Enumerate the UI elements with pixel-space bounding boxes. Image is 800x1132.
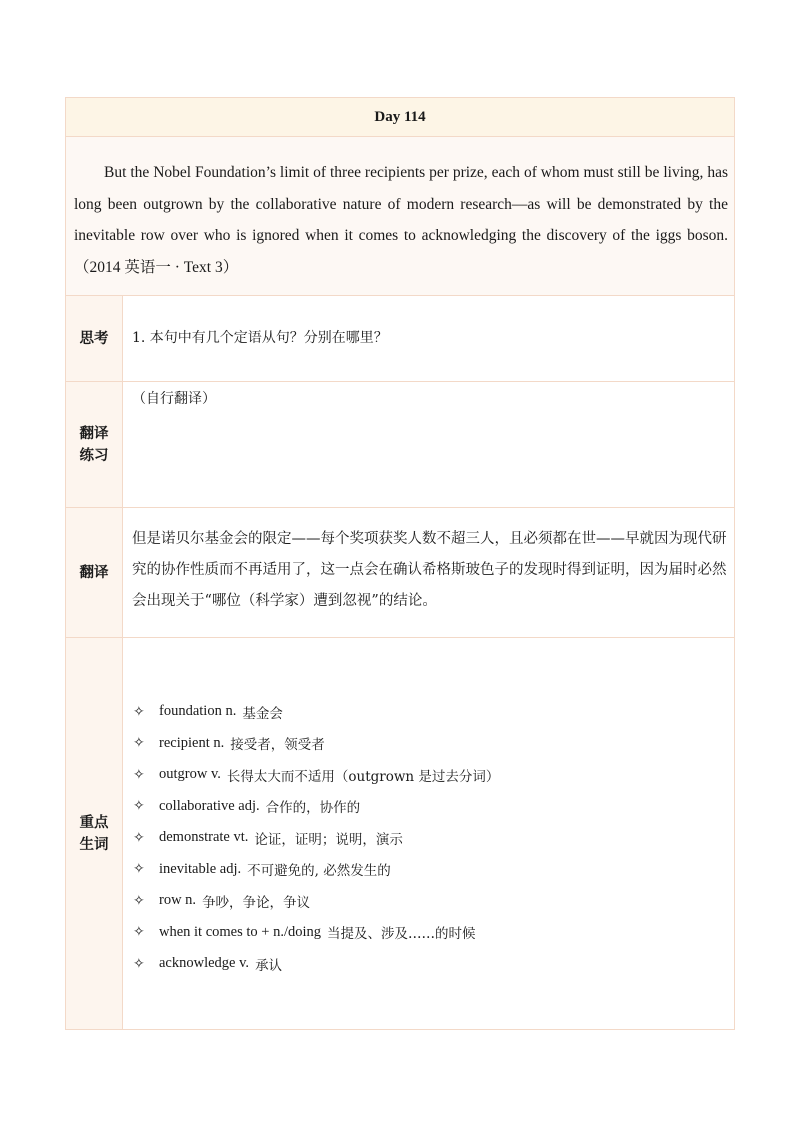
vocab-gloss: 基金会: [242, 705, 283, 722]
think-question: 1. 本句中有几个定语从句？分别在哪里？: [123, 296, 734, 381]
vocab-gloss: 当提及、涉及……的时候: [327, 926, 476, 943]
diamond-bullet-icon: ✧: [133, 829, 145, 846]
vocab-item: [133, 728, 734, 760]
vocab-term: outgrow v.: [159, 766, 221, 783]
vocab-gloss: 长得太大而不适用（outgrown 是过去分词）: [226, 768, 500, 785]
vocab-gloss: 承认: [255, 957, 283, 974]
row-label-vocabulary: 重点生词: [66, 638, 123, 1029]
vocab-gloss: 不可避免的, 必然发生的: [247, 863, 391, 880]
vocab-item: [133, 917, 734, 949]
practice-note: （自行翻译）: [123, 382, 734, 507]
vocab-item: [133, 854, 734, 886]
vocab-item: [133, 822, 734, 854]
day-title: Day 114: [66, 98, 734, 137]
diamond-bullet-icon: ✧: [133, 766, 145, 783]
row-label-practice: 翻译练习: [66, 382, 123, 507]
vocabulary-cell: [123, 638, 734, 1029]
vocabulary-list: [133, 696, 734, 980]
vocab-item: [133, 696, 734, 728]
row-vocabulary: [66, 638, 734, 1029]
translation-text: 但是诺贝尔基金会的限定——每个奖项获奖人数不超三人，且必须都在世——早就因为现代研究的协作性质而不再适用了，这一点会在确认希格斯玻色子的发现时得到证明，因为届时必然会出现关于“哪位（科学家）遭到忽视”的结论。: [123, 508, 734, 637]
study-card-table: [65, 97, 735, 1030]
vocab-term: demonstrate vt.: [159, 829, 249, 846]
vocab-term: inevitable adj.: [159, 860, 242, 877]
source-sentence-box: [66, 137, 734, 296]
vocab-gloss: 争吵，争论，争议: [202, 894, 311, 911]
vocab-item: [133, 948, 734, 980]
vocab-term: acknowledge v.: [159, 955, 250, 972]
vocab-gloss: 论证，证明；说明，演示: [254, 831, 403, 848]
row-practice: [66, 382, 734, 508]
diamond-bullet-icon: ✧: [133, 735, 145, 752]
vocab-gloss: 接受者，领受者: [230, 737, 325, 754]
row-label-translation: 翻译: [66, 508, 123, 637]
vocab-item: [133, 759, 734, 791]
row-label-think: 思考: [66, 296, 123, 381]
diamond-bullet-icon: ✧: [133, 861, 145, 878]
vocab-term: recipient n.: [159, 734, 225, 751]
vocab-item: [133, 791, 734, 823]
diamond-bullet-icon: ✧: [133, 955, 145, 972]
row-think: [66, 296, 734, 382]
diamond-bullet-icon: ✧: [133, 703, 145, 720]
diamond-bullet-icon: ✧: [133, 798, 145, 815]
diamond-bullet-icon: ✧: [133, 924, 145, 941]
vocab-gloss: 合作的，协作的: [265, 800, 361, 817]
diamond-bullet-icon: ✧: [133, 892, 145, 909]
vocab-term: when it comes to + n./doing: [159, 923, 322, 940]
vocab-term: collaborative adj.: [159, 797, 260, 814]
source-sentence: But the Nobel Foundation’s limit of three recipients per prize, each of whom must still be living, has long been outgrown by the collaborative nature of modern research—as will be demonstrated by the inevitable row over who is ignored when it comes to acknowledging the discovery of the iggs boson.（2014 英语一 · Text 3）: [74, 164, 728, 276]
vocab-term: foundation n.: [159, 703, 237, 720]
vocab-term: row n.: [159, 892, 197, 909]
vocab-item: [133, 885, 734, 917]
row-translation: [66, 508, 734, 638]
